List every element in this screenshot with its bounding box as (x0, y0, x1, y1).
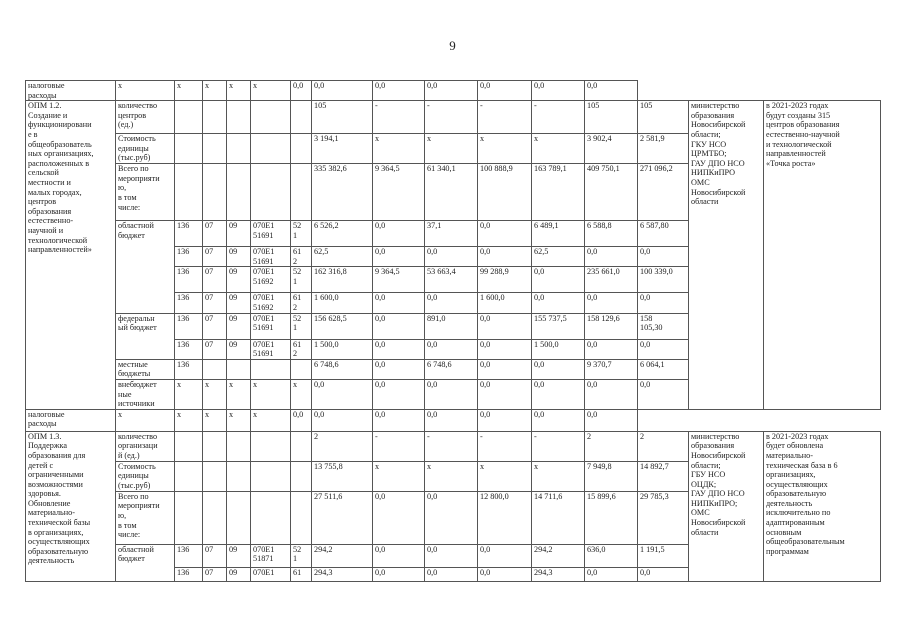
table-cell: 0,0 (425, 491, 478, 544)
table-cell: - (478, 101, 532, 134)
table-cell: налоговые расходы (26, 409, 116, 431)
table-cell: 070E1 51691 (251, 313, 291, 339)
table-cell: х (175, 379, 203, 409)
table-cell: 0,0 (532, 81, 585, 101)
table-cell: х (373, 461, 425, 491)
table-cell: 0,0 (585, 567, 638, 581)
table-cell: 891,0 (425, 313, 478, 339)
table-cell: в 2021-2023 годах будет обновлена материально- техническая база в 6 организациях, осуществляющих образовательную деятельность исключительно по адаптированным основным общеобразовательным программам (764, 431, 881, 581)
table-cell: 136 (175, 267, 203, 293)
table-cell: 0,0 (585, 409, 638, 431)
table-cell: 0,0 (425, 379, 478, 409)
table-cell: 62,5 (312, 247, 373, 267)
table-cell: 0,0 (478, 247, 532, 267)
table-cell: х (203, 379, 227, 409)
table-cell: 07 (203, 293, 227, 313)
table-cell: 61 2 (291, 293, 312, 313)
table-cell: 136 (175, 359, 203, 379)
table-cell: 09 (227, 221, 251, 247)
table-cell: 162 316,8 (312, 267, 373, 293)
table-cell: 0,0 (638, 293, 689, 313)
table-cell: 0,0 (312, 409, 373, 431)
table-cell: 9 370,7 (585, 359, 638, 379)
table-cell: 1 191,5 (638, 544, 689, 567)
table-cell: 61 2 (291, 339, 312, 359)
table-cell: 409 750,1 (585, 164, 638, 221)
table-cell: Стоимость единицы (тыс.руб) (116, 134, 175, 164)
table-cell: 136 (175, 544, 203, 567)
table-cell: 52 1 (291, 313, 312, 339)
table-cell: 155 737,5 (532, 313, 585, 339)
table-cell: 2 (638, 431, 689, 461)
table-cell (291, 431, 312, 461)
table-cell: ОПМ 1.2. Создание и функционировани е в общеобразователь ных организациях, расположенных в сельской местности и малых городах, центров образования естественно- научной и технологической направленностей» (26, 101, 116, 410)
table-cell: 0,0 (532, 379, 585, 409)
table-cell (251, 134, 291, 164)
table-cell: - (425, 431, 478, 461)
table-cell: 09 (227, 247, 251, 267)
table-cell: 0,0 (478, 81, 532, 101)
table-cell: 0,0 (585, 247, 638, 267)
table-cell: 294,2 (532, 544, 585, 567)
table-cell (203, 431, 227, 461)
table-cell: 12 800,0 (478, 491, 532, 544)
table-cell: 0,0 (373, 313, 425, 339)
table-cell (227, 101, 251, 134)
table-cell: 0,0 (373, 221, 425, 247)
table-cell: 1 600,0 (478, 293, 532, 313)
table-cell (203, 359, 227, 379)
table-cell: 0,0 (291, 409, 312, 431)
table-cell: 100 888,9 (478, 164, 532, 221)
table-cell (227, 431, 251, 461)
table-cell: 235 661,0 (585, 267, 638, 293)
table-cell (203, 134, 227, 164)
table-cell (291, 359, 312, 379)
table-cell: 6 587,80 (638, 221, 689, 247)
table-cell (203, 101, 227, 134)
table-cell: внебюджет ные источники (116, 379, 175, 409)
table-cell: 0,0 (312, 81, 373, 101)
table-cell: х (373, 134, 425, 164)
table-cell: 07 (203, 221, 227, 247)
table-cell: х (227, 81, 251, 101)
table-cell: ОПМ 1.3. Поддержка образования для детей с ограниченными возможностями здоровья. Обновление материально- технической базы в организациях, осуществляющих образовательную деятельность (26, 431, 116, 581)
table-cell (291, 101, 312, 134)
table-cell: 163 789,1 (532, 164, 585, 221)
table-cell (251, 101, 291, 134)
table-cell: х (116, 409, 175, 431)
table-cell: 0,0 (478, 221, 532, 247)
table-cell: х (291, 379, 312, 409)
table-cell: 070E1 51691 (251, 339, 291, 359)
table-cell (175, 491, 203, 544)
table-cell: х (251, 81, 291, 101)
table-cell: 0,0 (585, 379, 638, 409)
table-cell: 136 (175, 313, 203, 339)
table-cell: 07 (203, 267, 227, 293)
table-cell: областной бюджет (116, 544, 175, 581)
table-cell: - (425, 101, 478, 134)
table-cell (175, 461, 203, 491)
table-cell: 52 1 (291, 221, 312, 247)
table-cell: 61 340,1 (425, 164, 478, 221)
table-cell: 07 (203, 313, 227, 339)
table-cell (227, 164, 251, 221)
table-cell: х (175, 81, 203, 101)
table-cell: 07 (203, 247, 227, 267)
table-cell (203, 461, 227, 491)
table-cell: 09 (227, 339, 251, 359)
table-cell: 158 129,6 (585, 313, 638, 339)
table-cell: 0,0 (425, 339, 478, 359)
table-cell: 0,0 (532, 267, 585, 293)
table-cell (227, 134, 251, 164)
table-cell (175, 164, 203, 221)
table-cell: 136 (175, 567, 203, 581)
table-cell: 2 581,9 (638, 134, 689, 164)
table-cell: 105 (312, 101, 373, 134)
table-cell: 0,0 (373, 339, 425, 359)
table-cell (175, 134, 203, 164)
table-cell: 0,0 (585, 81, 638, 101)
table-cell: 0,0 (373, 81, 425, 101)
table-row (26, 81, 881, 101)
table-cell (251, 491, 291, 544)
table-cell: 0,0 (425, 247, 478, 267)
budget-table (25, 80, 881, 582)
table-cell: х (203, 409, 227, 431)
table-cell: местные бюджеты (116, 359, 175, 379)
table-cell: 09 (227, 293, 251, 313)
table-cell: х (478, 461, 532, 491)
page-number: 9 (449, 38, 456, 53)
table-cell: 0,0 (425, 544, 478, 567)
table-cell: Всего по мероприяти ю, в том числе: (116, 491, 175, 544)
table-cell: 0,0 (638, 247, 689, 267)
table-cell: 0,0 (478, 339, 532, 359)
table-cell (251, 164, 291, 221)
table-cell: 070E1 51692 (251, 293, 291, 313)
table-cell (291, 461, 312, 491)
table-cell (291, 491, 312, 544)
table-cell: 6 588,8 (585, 221, 638, 247)
table-cell: 3 902,4 (585, 134, 638, 164)
table-cell: 53 663,4 (425, 267, 478, 293)
table-cell: 105 (638, 101, 689, 134)
table-cell: х (532, 461, 585, 491)
table-cell: 0,0 (373, 247, 425, 267)
table-cell: 6 064,1 (638, 359, 689, 379)
table-cell: 1 500,0 (312, 339, 373, 359)
table-cell (203, 491, 227, 544)
table-cell: 9 364,5 (373, 267, 425, 293)
table-cell: 27 511,6 (312, 491, 373, 544)
table-cell (227, 461, 251, 491)
table-cell: 070E1 51691 (251, 221, 291, 247)
table-cell: 07 (203, 544, 227, 567)
table-cell: 09 (227, 313, 251, 339)
table-cell: министерство образования Новосибирской области; ГКУ НСО ЦРМТБО; ГАУ ДПО НСО НИПКиПРО ОМС Новосибирской области (689, 101, 764, 410)
table-cell: 271 096,2 (638, 164, 689, 221)
table-cell: 52 1 (291, 267, 312, 293)
table-cell: 29 785,3 (638, 491, 689, 544)
table-cell: 335 382,6 (312, 164, 373, 221)
table-cell (251, 431, 291, 461)
table-cell: 294,3 (312, 567, 373, 581)
table-cell: 0,0 (373, 567, 425, 581)
table-cell: 61 2 (291, 247, 312, 267)
table-cell: 070E1 51692 (251, 267, 291, 293)
table-cell: - (478, 431, 532, 461)
table-cell: 2 (312, 431, 373, 461)
table-cell: х (175, 409, 203, 431)
table-cell (227, 491, 251, 544)
table-cell: 0,0 (373, 544, 425, 567)
table-cell: 0,0 (291, 81, 312, 101)
table-cell: 294,2 (312, 544, 373, 567)
table-cell: 136 (175, 293, 203, 313)
table-cell: 37,1 (425, 221, 478, 247)
table-cell: количество организаци й (ед.) (116, 431, 175, 461)
table-cell: 99 288,9 (478, 267, 532, 293)
table-cell: 0,0 (425, 293, 478, 313)
table-cell: 7 949,8 (585, 461, 638, 491)
table-cell: 070E1 51871 (251, 544, 291, 567)
table-cell: 0,0 (478, 544, 532, 567)
table-cell: 14 892,7 (638, 461, 689, 491)
table-cell (203, 164, 227, 221)
table-cell: федеральн ый бюджет (116, 313, 175, 359)
table-cell (175, 101, 203, 134)
table-cell: х (425, 461, 478, 491)
table-cell: количество центров (ед.) (116, 101, 175, 134)
table-cell: х (227, 379, 251, 409)
table-cell: 0,0 (638, 339, 689, 359)
table-cell: 0,0 (638, 567, 689, 581)
table-row (26, 101, 881, 134)
table-cell: налоговые расходы (26, 81, 116, 101)
table-cell (175, 431, 203, 461)
table-cell: 0,0 (478, 313, 532, 339)
table-cell: х (251, 379, 291, 409)
table-cell: 0,0 (373, 293, 425, 313)
table-cell: 0,0 (638, 379, 689, 409)
table-cell: 0,0 (478, 409, 532, 431)
table-cell (291, 134, 312, 164)
table-cell: 0,0 (373, 491, 425, 544)
table-cell: 0,0 (312, 379, 373, 409)
table-cell: 0,0 (532, 293, 585, 313)
table-cell: в 2021-2023 годах будут созданы 315 центров образования естественно-научной и технологической направленностей «Точка роста» (764, 101, 881, 410)
table-cell: 156 628,5 (312, 313, 373, 339)
table-cell: 1 600,0 (312, 293, 373, 313)
table-cell: 14 711,6 (532, 491, 585, 544)
table-cell: 0,0 (478, 379, 532, 409)
table-cell: областной бюджет (116, 221, 175, 313)
table-cell (291, 164, 312, 221)
table-cell: 62,5 (532, 247, 585, 267)
table-cell: 07 (203, 339, 227, 359)
table-cell: 136 (175, 247, 203, 267)
table-cell: 100 339,0 (638, 267, 689, 293)
table-cell: 1 500,0 (532, 339, 585, 359)
table-cell: х (203, 81, 227, 101)
table-cell (227, 359, 251, 379)
table-cell: Стоимость единицы (тыс.руб) (116, 461, 175, 491)
table-cell: 070E1 (251, 567, 291, 581)
table-cell: 0,0 (478, 359, 532, 379)
table-cell: 636,0 (585, 544, 638, 567)
table-cell: 0,0 (373, 409, 425, 431)
table-cell: 52 1 (291, 544, 312, 567)
table-cell: 9 364,5 (373, 164, 425, 221)
table-cell: 0,0 (585, 339, 638, 359)
table-row (26, 409, 881, 431)
table-cell: х (116, 81, 175, 101)
table-cell: - (532, 431, 585, 461)
table-cell: 13 755,8 (312, 461, 373, 491)
table-cell: 070E1 51691 (251, 247, 291, 267)
table-cell: 0,0 (425, 409, 478, 431)
table-cell (251, 461, 291, 491)
table-cell: 6 748,6 (312, 359, 373, 379)
table-cell: 0,0 (478, 567, 532, 581)
table-cell: 0,0 (532, 359, 585, 379)
table-cell: х (532, 134, 585, 164)
table-cell (251, 359, 291, 379)
table-cell: Всего по мероприяти ю, в том числе: (116, 164, 175, 221)
table-cell: 136 (175, 339, 203, 359)
table-cell: 0,0 (373, 359, 425, 379)
table-cell: 09 (227, 544, 251, 567)
table-cell: 07 (203, 567, 227, 581)
table-cell: х (425, 134, 478, 164)
table-cell: 09 (227, 567, 251, 581)
table-cell: 2 (585, 431, 638, 461)
table-cell: 136 (175, 221, 203, 247)
table-cell: 3 194,1 (312, 134, 373, 164)
table-cell: 0,0 (425, 81, 478, 101)
table-cell: 09 (227, 267, 251, 293)
table-cell: 294,3 (532, 567, 585, 581)
table-cell: 105 (585, 101, 638, 134)
table-cell: х (251, 409, 291, 431)
table-cell: 0,0 (373, 379, 425, 409)
table-cell: 61 (291, 567, 312, 581)
table-cell: - (373, 101, 425, 134)
table-row (26, 431, 881, 461)
table-cell: 6 526,2 (312, 221, 373, 247)
table-cell: 0,0 (532, 409, 585, 431)
table-cell: 15 899,6 (585, 491, 638, 544)
table-cell: министерство образования Новосибирской области; ГБУ НСО ОЦДК; ГАУ ДПО НСО НИПКиПРО; ОМС Новосибирской области (689, 431, 764, 581)
table-cell: 6 489,1 (532, 221, 585, 247)
table-cell: х (227, 409, 251, 431)
table-cell: 0,0 (425, 567, 478, 581)
table-cell: 158 105,30 (638, 313, 689, 339)
table-cell: 0,0 (585, 293, 638, 313)
table-cell: - (532, 101, 585, 134)
table-cell: - (373, 431, 425, 461)
table-cell: 6 748,6 (425, 359, 478, 379)
table-cell: х (478, 134, 532, 164)
